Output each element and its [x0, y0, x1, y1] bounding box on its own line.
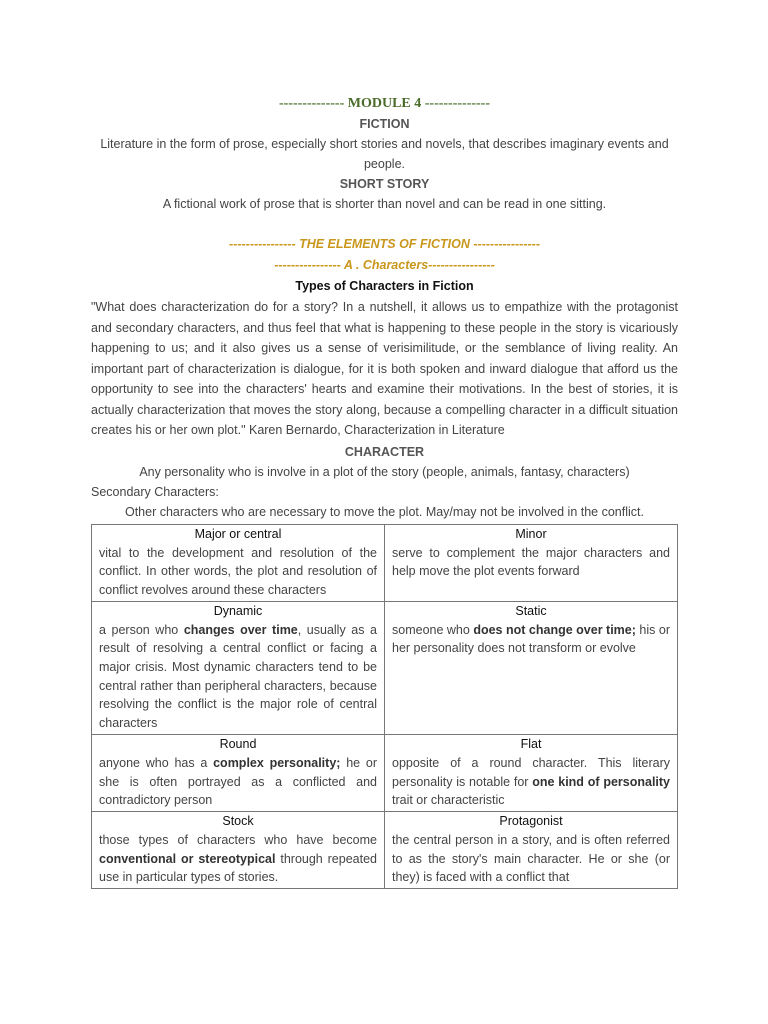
table-cell-static: [385, 601, 678, 734]
table-row: [92, 734, 678, 811]
text-run: , usually as a result of resolving a central conflict or facing a major crisis. Most dynamic characters tend to be central rather than peripheral characters, because resolving the conflict is the major role of central characters: [99, 622, 377, 731]
module-title: -------------- MODULE 4 --------------: [278, 96, 491, 111]
table-cell-flat: [385, 734, 678, 811]
table-row: [92, 811, 678, 888]
cell-title: Major or central: [194, 526, 282, 541]
types-heading: Types of Characters in Fiction: [295, 279, 474, 293]
elements-heading: ---------------- THE ELEMENTS OF FICTION ----------------: [229, 237, 540, 251]
text-run: a person who: [99, 622, 184, 637]
cell-title: Static: [515, 603, 547, 618]
cell-title: Stock: [222, 813, 254, 828]
cell-text: [99, 754, 377, 810]
cell-text: vital to the development and resolution of the conflict. In other words, the plot and resolution of conflict revolves around these characters: [99, 545, 377, 597]
bold-text-run: complex personality;: [213, 755, 341, 770]
bold-text-run: conventional or stereotypical: [99, 851, 276, 866]
cell-text: [99, 831, 377, 887]
cell-title: Round: [219, 736, 257, 751]
text-run: trait or characteristic: [392, 793, 505, 808]
document-page: [91, 92, 678, 889]
table-row: [92, 601, 678, 734]
bold-text-run: changes over time: [183, 622, 298, 637]
spacer: [91, 214, 678, 234]
fiction-heading: FICTION: [359, 117, 410, 131]
cell-title: Minor: [515, 526, 547, 541]
characterization-quote: "What does characterization do for a story? In a nutshell, it allows us to empathize with the protagonist and secondary characters, and thus feel that what is happening to these people in the story is vicariously happening to us; and it also gives us a sense of verisimilitude, or the semblance of living reality. An important part of characterization is dialogue, for it is both spoken and inward dialogue that afford us the opportunity to see into the characters' hearts and examine their motivations. In the best of stories, it is actually characterization that moves the story along, because a compelling character in a difficult situation creates his or her own plot." Karen Bernardo, Characterization in Literature: [91, 300, 678, 437]
table-cell-dynamic: [92, 601, 385, 734]
short-story-heading: SHORT STORY: [339, 177, 430, 191]
cell-title: Flat: [520, 736, 542, 751]
cell-text: [99, 621, 377, 733]
cell-text: [392, 754, 670, 810]
text-run: opposite of a round character. This literary personality is notable for: [392, 755, 670, 789]
character-definition: Any personality who is involve in a plot of the story (people, animals, fantasy, characters): [139, 464, 630, 479]
text-run: anyone who has a: [99, 755, 214, 770]
text-run: someone who: [392, 622, 474, 637]
cell-text: serve to complement the major characters and help move the plot events forward: [392, 545, 670, 579]
cell-title: Dynamic: [213, 603, 263, 618]
table-cell-protagonist: [385, 811, 678, 888]
table-cell-round: [92, 734, 385, 811]
text-run: through repeated use in particular types of stories.: [99, 851, 377, 885]
text-run: he or she is often portrayed as a conflicted and contradictory person: [99, 755, 377, 808]
cell-title: Protagonist: [499, 813, 563, 828]
secondary-characters-label: Secondary Characters:: [91, 484, 219, 499]
text-run: his or her personality does not transform or evolve: [392, 622, 670, 656]
secondary-characters-definition: Other characters who are necessary to move the plot. May/may not be involved in the conflict.: [124, 504, 644, 519]
table-row: [92, 524, 678, 601]
fiction-definition: Literature in the form of prose, especially short stories and novels, that describes imaginary events and people.: [100, 137, 669, 171]
characters-subheading: ---------------- A . Characters----------------: [274, 258, 495, 272]
text-run: those types of characters who have become: [99, 832, 377, 847]
cell-text: the central person in a story, and is often referred to as the story's main character. He or she (or they) is faced with a conflict that: [392, 832, 670, 885]
character-heading: CHARACTER: [344, 444, 425, 459]
cell-text: [392, 621, 670, 658]
bold-text-run: does not change over time;: [473, 622, 636, 637]
character-types-table: [91, 524, 678, 890]
bold-text-run: one kind of personality: [532, 774, 671, 789]
table-cell-stock: [92, 811, 385, 888]
table-cell-minor: [385, 524, 678, 601]
short-story-definition: A fictional work of prose that is shorter than novel and can be read in one sitting.: [162, 197, 607, 211]
table-cell-major: [92, 524, 385, 601]
